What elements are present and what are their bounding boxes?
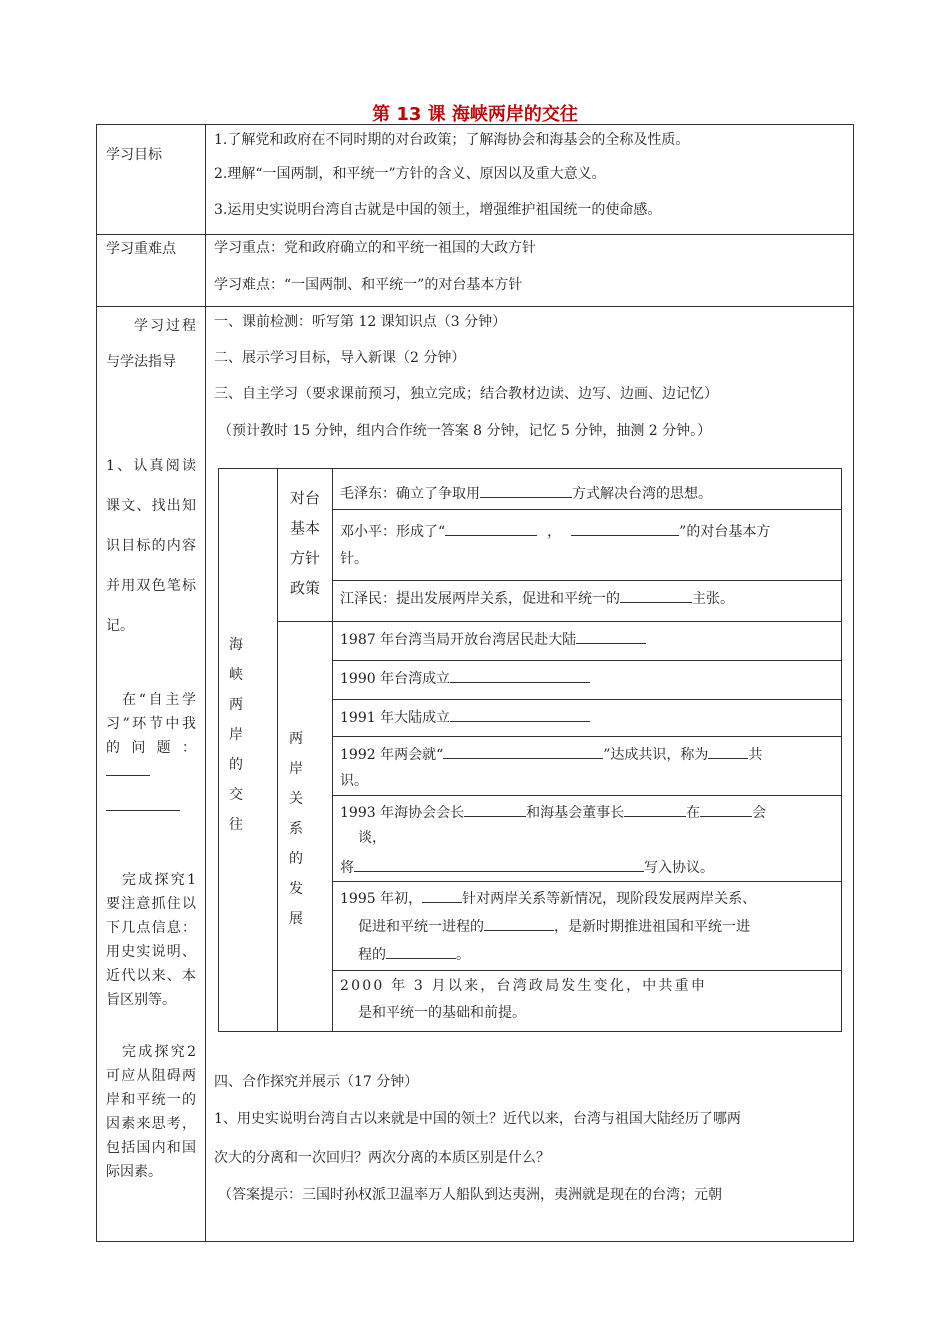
method-guide-2 — [106, 688, 196, 811]
answer-blank[interactable] — [354, 857, 644, 872]
inner-row-divider — [332, 736, 842, 737]
answer-blank[interactable] — [386, 944, 456, 959]
process-label: 学习过程与学法指导 — [106, 318, 196, 370]
objectives-label: 学习目标 — [106, 147, 162, 163]
question-1-line-2: 次大的分离和一次回归？两次分离的本质区别是什么？ — [214, 1150, 550, 1166]
answer-hint: （答案提示：三国时孙权派卫温率万人船队到达夷洲，夷洲就是现在的台湾；元朝 — [218, 1187, 722, 1203]
policy-row-deng-cont: 针。 — [340, 551, 368, 567]
inner-row-divider — [332, 881, 842, 882]
inner-col-divider — [277, 468, 278, 1032]
method-guide-4: 完成探究2可应从阻碍两岸和平统一的因素来思考，包括国内和国际因素。 — [106, 1044, 196, 1180]
objective-item: 2.理解“一国两制，和平统一”方针的含义、原因以及重大意义。 — [214, 166, 606, 182]
relation-row-1992: 1992 年两会就“ ”达成共识，称为 共 — [340, 744, 762, 764]
answer-blank[interactable] — [576, 629, 646, 644]
relation-row-1993: 1993 年海协会会长 和海基会董事长 在 会 — [340, 802, 766, 822]
step-2: 二、展示学习目标，导入新课（2 分钟） — [214, 350, 466, 366]
answer-blank[interactable] — [708, 744, 748, 759]
answer-blank[interactable] — [484, 916, 554, 931]
relation-row-2000-cont: 是和平统一的基础和前提。 — [358, 1005, 526, 1021]
step-1: 一、课前检测：听写第 12 课知识点（3 分钟） — [214, 314, 507, 330]
policy-row-mao: 毛泽东：确立了争取用 方式解决台湾的思想。 — [340, 483, 712, 503]
keypoints-label: 学习重难点 — [106, 241, 176, 257]
relation-row-1990: 1990 年台湾成立 — [340, 668, 590, 688]
answer-blank[interactable] — [106, 784, 180, 811]
inner-row-divider — [332, 660, 842, 661]
step-3: 三、自主学习（要求课前预习，独立完成；结合教材边读、边写、边画、边记忆） — [214, 386, 718, 402]
answer-blank[interactable] — [450, 707, 590, 722]
relation-label: 两岸关系的发展 — [289, 731, 303, 927]
answer-blank[interactable] — [106, 761, 150, 776]
relation-row-1991: 1991 年大陆成立 — [340, 707, 590, 727]
key-focus: 学习重点：党和政府确立的和平统一祖国的大政方针 — [214, 240, 536, 256]
policy-row-deng: 邓小平：形成了“ ， ”的对台基本方 — [340, 521, 770, 541]
main-label: 海峡两岸的交往 — [229, 637, 243, 833]
inner-row-divider — [332, 970, 842, 971]
inner-row-divider — [277, 621, 842, 622]
key-difficulty: 学习难点：“一国两制、和平统一”的对台基本方针 — [214, 277, 523, 293]
inner-row-divider — [332, 699, 842, 700]
method-guide-3: 完成探究1要注意抓住以下几点信息：用史实说明、近代以来、本旨区别等。 — [106, 872, 196, 1008]
column-divider — [205, 124, 206, 1242]
method-guide-1: 1、认真阅读课文、找出知识目标的内容并用双色笔标记。 — [106, 458, 196, 634]
relation-row-1993-cont: 谈， — [358, 830, 386, 846]
policy-row-jiang: 江泽民：提出发展两岸关系，促进和平统一的 主张。 — [340, 588, 734, 608]
inner-row-divider — [332, 509, 842, 510]
answer-blank[interactable] — [464, 802, 526, 817]
guide-2-text: 在“自主学习”环节中我的问题： — [106, 692, 196, 756]
answer-blank[interactable] — [624, 802, 686, 817]
inner-col-divider — [332, 468, 333, 1032]
inner-row-divider — [332, 795, 842, 796]
relation-row-1993-cont2: 将 写入协议。 — [340, 857, 714, 877]
objective-item: 3.运用史实说明台湾自古就是中国的领土，增强维护祖国统一的使命感。 — [214, 202, 662, 218]
relation-row-1987: 1987 年台湾当局开放台湾居民赴大陆 — [340, 629, 646, 649]
answer-blank[interactable] — [445, 521, 537, 536]
page-title: 第 13 课 海峡两岸的交往 — [372, 104, 578, 125]
row-divider — [96, 306, 854, 307]
answer-blank[interactable] — [422, 888, 462, 903]
answer-blank[interactable] — [700, 802, 752, 817]
relation-row-1995: 1995 年初， 针对两岸关系等新情况，现阶段发展两岸关系、 — [340, 888, 756, 908]
relation-row-1995-cont2: 程的 。 — [358, 944, 470, 964]
relation-row-1992-cont: 识。 — [340, 773, 368, 789]
row-divider — [96, 234, 854, 235]
inner-row-divider — [332, 580, 842, 581]
answer-blank[interactable] — [443, 744, 603, 759]
answer-blank[interactable] — [620, 588, 692, 603]
policy-label: 对台基本方针政策 — [289, 489, 320, 597]
answer-blank[interactable] — [480, 483, 572, 498]
relation-row-2000: 2000 年 3 月以来，台湾政局发生变化，中共重申 — [340, 978, 708, 994]
step-3-note: （预计教时 15 分钟，组内合作统一答案 8 分钟，记忆 5 分钟，抽测 2 分钟。） — [218, 423, 712, 439]
answer-blank[interactable] — [571, 521, 679, 536]
objective-item: 1.了解党和政府在不同时期的对台政策；了解海协会和海基会的全称及性质。 — [214, 132, 690, 148]
relation-row-1995-cont: 促进和平统一进程的 ，是新时期推进祖国和平统一进 — [358, 916, 750, 936]
answer-blank[interactable] — [450, 668, 590, 683]
question-1-line-1: 1、用史实说明台湾自古以来就是中国的领土？近代以来，台湾与祖国大陆经历了哪两 — [214, 1111, 741, 1127]
section-4-heading: 四、合作探究并展示（17 分钟） — [214, 1074, 419, 1090]
